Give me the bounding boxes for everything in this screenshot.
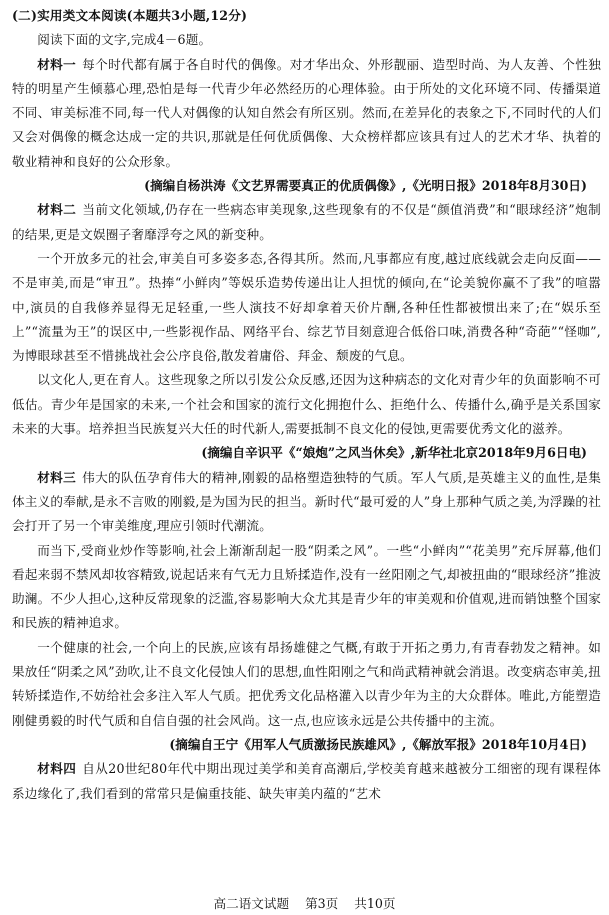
material-2-text-1: 当前文化领域,仍存在一些病态审美现象,这些现象有的不仅是“颜值消费”和“眼球经济”炮制的结果,更是文娱圈子奢靡浮夸之风的新变种。 <box>12 202 601 242</box>
material-1-source: (摘编自杨洪涛《文艺界需要真正的优质偶像》,《光明日报》2018年8月30日) <box>144 178 587 194</box>
material-1-label: 材料一 <box>37 56 77 72</box>
footer-total-pages: 共10页 <box>354 896 396 911</box>
material-4-label: 材料四 <box>37 761 77 777</box>
material-1-paragraph-1 <box>12 53 601 174</box>
material-4-paragraph-1 <box>12 757 601 806</box>
instruction: 阅读下面的文字,完成4－6题。 <box>37 32 212 48</box>
material-2-label: 材料二 <box>37 202 77 218</box>
material-4-text-1: 自从20世纪80年代中期出现过美学和美育高潮后,学校美育越来越被分工细密的现有课程体系边缘化了,我们看到的常常只是偏重技能、缺失审美内蕴的“艺术 <box>12 761 601 801</box>
footer-subject: 高二语文试题 <box>213 896 290 911</box>
material-2-paragraph-1 <box>12 198 601 247</box>
material-3-text-1: 伟大的队伍孕育伟大的精神,刚毅的品格塑造独特的气质。军人气质,是英雄主义的血性,是集体主义的奉献,是永不言败的刚毅,是为国为民的担当。新时代“最可爱的人”身上那种气质之美,为浮躁的社会打开了另一个审美维度,理应引领时代潮流。 <box>12 469 601 534</box>
material-3-paragraph-2: 而当下,受商业炒作等影响,社会上渐渐刮起一股“阴柔之风”。一些“小鲜肉”“花美男”充斥屏幕,他们看起来弱不禁风却妆容精致,说起话来有气无力且矫揉造作,没有一丝阳刚之气,却被扭曲的“眼球经济”推波助澜。不少人担心,这种反常现象的泛滥,容易影响大众尤其是青少年的审美观和价值观,进而销蚀整个国家和民族的精神追求。 <box>12 542 601 631</box>
material-3-source: (摘编自王宁《用军人气质激扬民族雄风》,《解放军报》2018年10月4日) <box>169 736 587 752</box>
material-3-label: 材料三 <box>37 469 77 485</box>
section-title: (二)实用类文本阅读(本题共3小题,12分) <box>12 8 248 23</box>
material-2-source: (摘编自辛识平《“娘炮”之风当休矣》,新华社北京2018年9月6日电) <box>201 445 587 461</box>
material-2-paragraph-3: 以文化人,更在育人。这些现象之所以引发公众反感,还因为这种病态的文化对青少年的负面影响不可低估。青少年是国家的未来,一个社会和国家的流行文化拥抱什么、拒绝什么、传播什么,确乎是关系国家未来的大事。培养担当民族复兴大任的时代新人,需要抵制不良文化的侵蚀,更需要优秀文化的滋养。 <box>12 372 601 437</box>
material-3-paragraph-3: 一个健康的社会,一个向上的民族,应该有昂扬雄健之气概,有敢于开拓之勇力,有青春勃发之精神。如果放任“阴柔之风”劲吹,让不良文化侵蚀人们的思想,血性阳刚之气和尚武精神就会消退。改变病态审美,扭转矫揉造作,不妨给社会多注入军人气质。把优秀文化品格灌入以青少年为主的大众群体。唯此,方能塑造刚健勇毅的时代气质和自信自强的社会风尚。这一点,也应该永远是公共传播中的主流。 <box>12 639 601 728</box>
page-footer <box>0 893 609 912</box>
material-2-paragraph-2: 一个开放多元的社会,审美自可多姿多态,各得其所。然而,凡事都应有度,越过底线就会走向反面——不是审美,而是“审丑”。热捧“小鲜肉”等娱乐造势传递出让人担忧的倾向,在“论美貌你赢不了我”的喧嚣中,演员的自我修养显得无足轻重,一些人演技不好却拿着天价片酬,各种任性都被惯出来了;在“娱乐至上”“流量为王”的误区中,一些影视作品、网络平台、综艺节目刻意迎合低俗口味,消费各种“奇葩”“怪咖”,为博眼球甚至不惜挑战社会公序良俗,散发着庸俗、拜金、颓废的气息。 <box>12 250 601 364</box>
material-1-text: 每个时代都有属于各自时代的偶像。对才华出众、外形靓丽、造型时尚、为人友善、个性独特的明星产生倾慕心理,恐怕是每一代青少年必然经历的心理体验。由于所处的文化环境不同、传播渠道不同、审美标准不同,每一代人对偶像的认知自然会有所区别。然而,在差异化的表象之下,不同时代的人们又会对偶像的概念达成一定的共识,那就是任何优质偶像、大众榜样都应该具有过人的艺术才华、执着的敬业精神和良好的公众形象。 <box>12 56 601 169</box>
material-3-paragraph-1 <box>12 466 601 539</box>
footer-page-number: 第3页 <box>305 896 339 911</box>
